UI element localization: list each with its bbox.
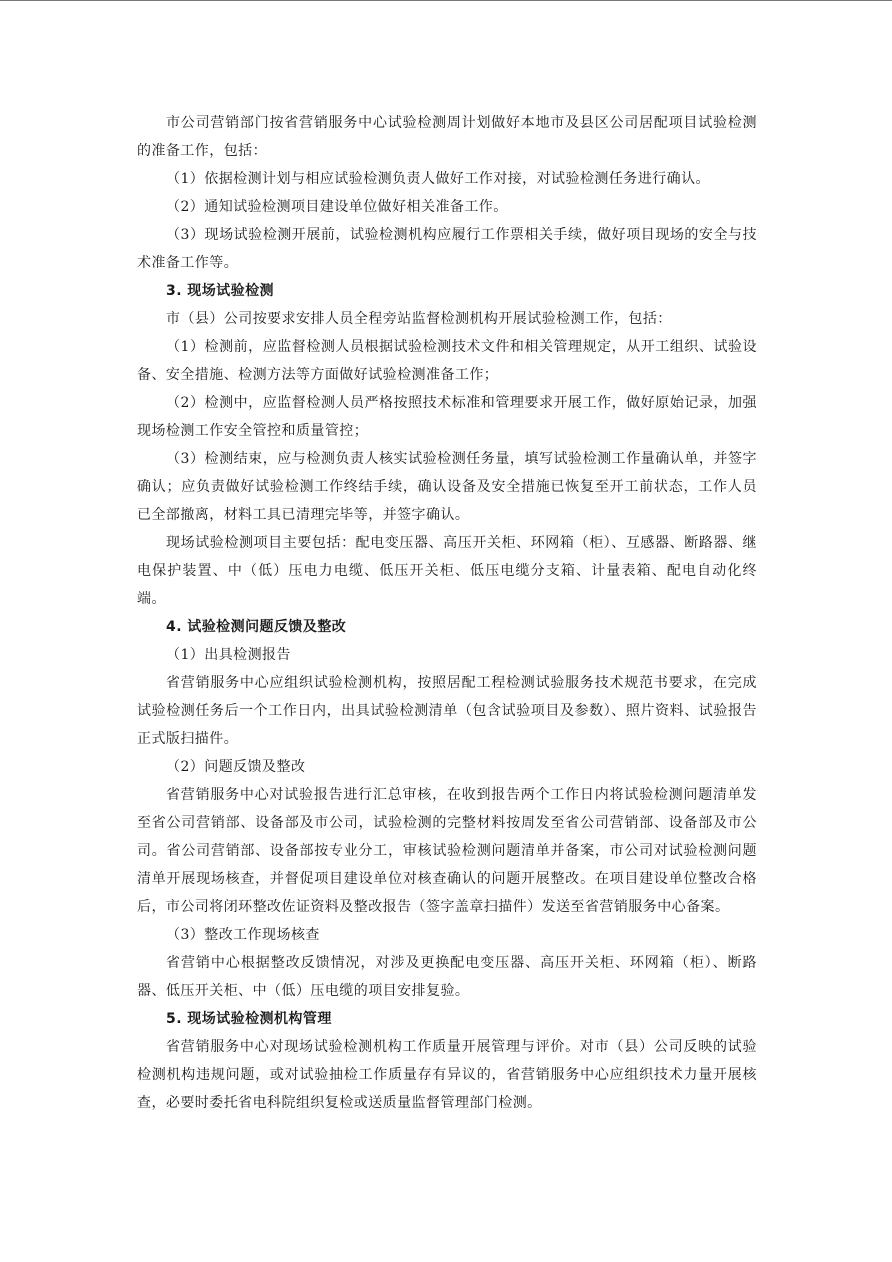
list-item: （2）通知试验检测项目建设单位做好相关准备工作。 [166,199,508,215]
top-border-line [0,0,892,1]
document-body [137,109,757,1117]
section-heading: 4. 试验检测问题反馈及整改 [166,619,347,635]
list-item: （2）检测中，应监督检测人员严格按照技术标准和管理要求开展工作，做好原始记录，加强现场检测工作安全管控和质量管控； [137,395,757,439]
paragraph: 省营销服务中心对试验报告进行汇总审核，在收到报告两个工作日内将试验检测问题清单发至省公司营销部、设备部及市公司，试验检测的完整材料按周发至省公司营销部、设备部及市公司。省公司营销部、设备部按专业分工，审核试验检测问题清单并备案，市公司对试验检测问题清单开展现场核查，并督促项目建设单位对核查确认的问题开展整改。在项目建设单位整改合格后，市公司将闭环整改佐证资料及整改报告（签字盖章扫描件）发送至省营销服务中心备案。 [137,787,757,915]
list-item: （3）现场试验检测开展前，试验检测机构应履行工作票相关手续，做好项目现场的安全与技术准备工作等。 [137,227,757,271]
paragraph: 省营销服务中心应组织试验检测机构，按照居配工程检测试验服务技术规范书要求，在完成试验检测任务后一个工作日内，出具试验检测清单（包含试验项目及参数）、照片资料、试验报告正式版扫描件。 [137,675,757,747]
paragraph: 省营销服务中心对现场试验检测机构工作质量开展管理与评价。对市（县）公司反映的试验检测机构违规问题，或对试验抽检工作质量存有异议的，省营销服务中心应组织技术力量开展核查，必要时委托省电科院组织复检或送质量监督管理部门检测。 [137,1039,757,1111]
subsection-title: （1）出具检测报告 [166,647,291,663]
section-heading: 5. 现场试验检测机构管理 [166,1011,332,1027]
list-item: （1）检测前，应监督检测人员根据试验检测技术文件和相关管理规定，从开工组织、试验设备、安全措施、检测方法等方面做好试验检测准备工作； [137,339,757,383]
list-item: （3）检测结束，应与检测负责人核实试验检测任务量，填写试验检测工作量确认单，并签字确认；应负责做好试验检测工作终结手续，确认设备及安全措施已恢复至开工前状态，工作人员已全部撤离，材料工具已清理完毕等，并签字确认。 [137,451,757,523]
paragraph: 市公司营销部门按省营销服务中心试验检测周计划做好本地市及县区公司居配项目试验检测的准备工作，包括： [137,115,757,159]
subsection-title: （2）问题反馈及整改 [166,759,306,775]
paragraph: 省营销中心根据整改反馈情况，对涉及更换配电变压器、高压开关柜、环网箱（柜）、断路器、低压开关柜、中（低）压电缆的项目安排复验。 [137,955,757,999]
paragraph: 现场试验检测项目主要包括：配电变压器、高压开关柜、环网箱（柜）、互感器、断路器、继电保护装置、中（低）压电力电缆、低压开关柜、低压电缆分支箱、计量表箱、配电自动化终端。 [137,535,757,607]
section-heading: 3. 现场试验检测 [166,283,274,299]
subsection-title: （3）整改工作现场核查 [166,927,320,943]
paragraph: 市（县）公司按要求安排人员全程旁站监督检测机构开展试验检测工作，包括： [166,311,672,327]
list-item: （1）依据检测计划与相应试验检测负责人做好工作对接，对试验检测任务进行确认。 [166,171,711,187]
